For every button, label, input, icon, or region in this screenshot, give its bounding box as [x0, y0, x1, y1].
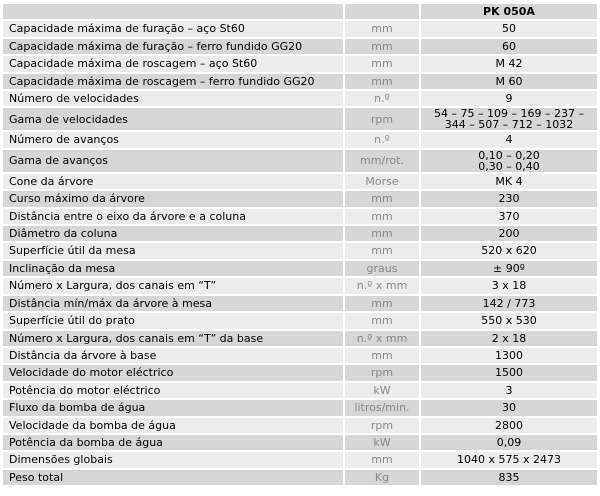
spec-unit: mm/rot.	[343, 150, 421, 172]
spec-value-line: 54 – 75 – 109 – 169 – 237 –	[434, 108, 584, 121]
spec-value: 3	[421, 383, 597, 398]
spec-value	[421, 108, 597, 130]
spec-row	[3, 209, 597, 224]
spec-value: 9	[421, 91, 597, 106]
spec-value: 50	[421, 21, 597, 36]
spec-unit: Kg	[343, 470, 421, 485]
spec-row	[3, 150, 597, 172]
spec-value: ± 90º	[421, 261, 597, 276]
spec-row	[3, 296, 597, 311]
spec-value: 4	[421, 132, 597, 147]
spec-row	[3, 21, 597, 36]
spec-unit: mm	[343, 226, 421, 241]
spec-unit: mm	[343, 191, 421, 206]
spec-label: Número de velocidades	[3, 91, 343, 106]
spec-unit: kW	[343, 435, 421, 450]
spec-label: Diâmetro da coluna	[3, 226, 343, 241]
spec-value: 2 x 18	[421, 331, 597, 346]
spec-label: Superfície útil da mesa	[3, 243, 343, 258]
spec-unit: n.º x mm	[343, 278, 421, 293]
spec-label: Capacidade máxima de furação – ferro fundido GG20	[3, 39, 343, 54]
spec-value-line: 0,10 – 0,20	[478, 149, 540, 162]
spec-unit: graus	[343, 261, 421, 276]
spec-unit: n.º	[343, 91, 421, 106]
spec-value: 550 x 530	[421, 313, 597, 328]
spec-label: Número x Largura, dos canais em “T” da base	[3, 331, 343, 346]
spec-unit: kW	[343, 383, 421, 398]
spec-unit: mm	[343, 39, 421, 54]
spec-value: 0,09	[421, 435, 597, 450]
spec-label: Cone da árvore	[3, 174, 343, 189]
spec-label: Potência da bomba de água	[3, 435, 343, 450]
spec-unit: n.º	[343, 132, 421, 147]
spec-value: MK 4	[421, 174, 597, 189]
spec-row	[3, 191, 597, 206]
spec-row	[3, 470, 597, 485]
spec-label: Distância da árvore à base	[3, 348, 343, 363]
spec-row	[3, 226, 597, 241]
spec-label: Número x Largura, dos canais em “T”	[3, 278, 343, 293]
spec-row	[3, 278, 597, 293]
spec-value-line: 344 – 507 – 712 – 1032	[444, 118, 574, 131]
spec-row	[3, 261, 597, 276]
spec-row	[3, 56, 597, 71]
spec-label: Superfície útil do prato	[3, 313, 343, 328]
spec-row	[3, 435, 597, 450]
header-unit-cell	[343, 4, 421, 19]
spec-row	[3, 243, 597, 258]
spec-row	[3, 383, 597, 398]
spec-value: M 60	[421, 74, 597, 89]
spec-label: Dimensões globais	[3, 452, 343, 467]
spec-row	[3, 108, 597, 130]
spec-row	[3, 91, 597, 106]
spec-label: Distância mín/máx da árvore à mesa	[3, 296, 343, 311]
spec-row	[3, 132, 597, 147]
spec-value: 3 x 18	[421, 278, 597, 293]
spec-unit: mm	[343, 21, 421, 36]
spec-value: 60	[421, 39, 597, 54]
header-label-cell	[3, 4, 343, 19]
spec-unit: mm	[343, 209, 421, 224]
spec-value: 520 x 620	[421, 243, 597, 258]
spec-value: 30	[421, 400, 597, 415]
spec-label: Número de avanços	[3, 132, 343, 147]
spec-row	[3, 331, 597, 346]
spec-row	[3, 74, 597, 89]
spec-unit: rpm	[343, 418, 421, 433]
spec-row	[3, 39, 597, 54]
spec-row	[3, 348, 597, 363]
spec-label: Gama de velocidades	[3, 108, 343, 130]
spec-row	[3, 174, 597, 189]
spec-value	[421, 150, 597, 172]
spec-label: Velocidade da bomba de água	[3, 418, 343, 433]
spec-unit: n.º x mm	[343, 331, 421, 346]
spec-unit: litros/min.	[343, 400, 421, 415]
spec-value: 1040 x 575 x 2473	[421, 452, 597, 467]
spec-table	[3, 2, 597, 487]
spec-row	[3, 365, 597, 380]
spec-value-line: 0,30 – 0,40	[478, 159, 540, 172]
spec-unit: mm	[343, 296, 421, 311]
spec-row	[3, 400, 597, 415]
spec-value: 230	[421, 191, 597, 206]
spec-value: 370	[421, 209, 597, 224]
spec-label: Distância entre o eixo da árvore e a coluna	[3, 209, 343, 224]
spec-label: Capacidade máxima de furação – aço St60	[3, 21, 343, 36]
spec-unit: mm	[343, 452, 421, 467]
spec-value: 2800	[421, 418, 597, 433]
spec-row	[3, 452, 597, 467]
spec-label: Inclinação da mesa	[3, 261, 343, 276]
spec-value: M 42	[421, 56, 597, 71]
header-row	[3, 4, 597, 19]
spec-label: Peso total	[3, 470, 343, 485]
spec-unit: mm	[343, 56, 421, 71]
spec-unit: mm	[343, 313, 421, 328]
spec-label: Gama de avanços	[3, 150, 343, 172]
spec-label: Velocidade do motor eléctrico	[3, 365, 343, 380]
spec-unit: Morse	[343, 174, 421, 189]
spec-label: Curso máximo da árvore	[3, 191, 343, 206]
spec-label: Potência do motor eléctrico	[3, 383, 343, 398]
spec-unit: rpm	[343, 365, 421, 380]
spec-value: 142 / 773	[421, 296, 597, 311]
spec-unit: mm	[343, 348, 421, 363]
spec-row	[3, 418, 597, 433]
spec-label: Capacidade máxima de roscagem – ferro fundido GG20	[3, 74, 343, 89]
spec-value: 200	[421, 226, 597, 241]
model-name: PK 050A	[421, 4, 597, 19]
spec-label: Capacidade máxima de roscagem – aço St60	[3, 56, 343, 71]
spec-value: 1500	[421, 365, 597, 380]
spec-unit: mm	[343, 74, 421, 89]
spec-row	[3, 313, 597, 328]
spec-value: 835	[421, 470, 597, 485]
spec-label: Fluxo da bomba de água	[3, 400, 343, 415]
spec-value: 1300	[421, 348, 597, 363]
spec-unit: rpm	[343, 108, 421, 130]
spec-unit: mm	[343, 243, 421, 258]
spec-table-body	[3, 4, 597, 485]
